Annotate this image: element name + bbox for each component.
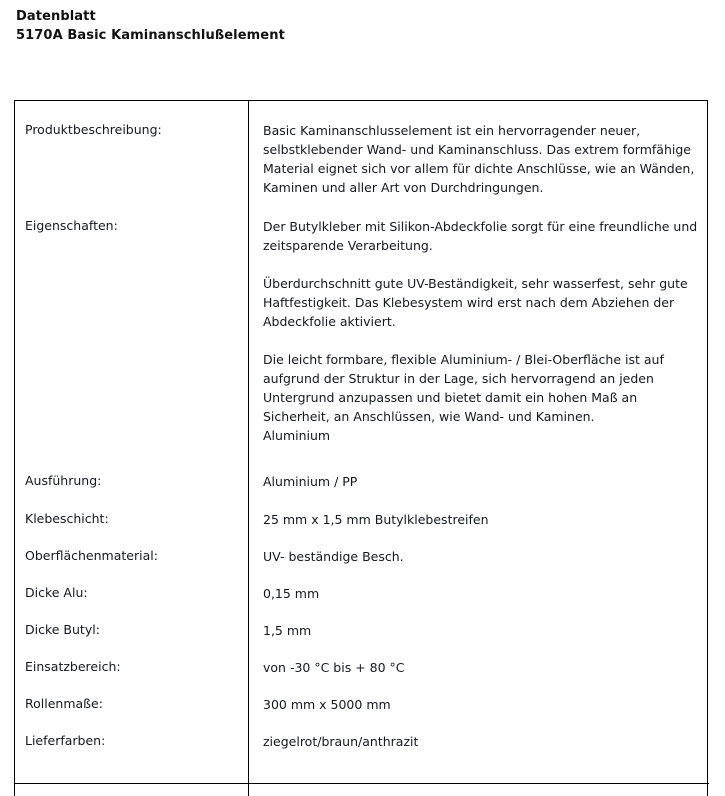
row-value-dicke-alu: 0,15 mm [263,586,320,601]
product-title: 5170A Basic Kaminanschlußelement [16,28,285,43]
row-value-oberflaechenmaterial: UV- beständige Besch. [263,549,404,564]
document-type-title: Datenblatt [16,9,96,24]
row-label-rollenmasse: Rollenmaße: [25,696,103,711]
table-label-column [15,101,248,783]
document-header [16,7,706,45]
row-label-lieferfarben: Lieferfarben: [25,733,106,748]
specification-table [14,100,708,784]
row-value-ausfuehrung: Aluminium / PP [263,474,358,489]
row-label-klebeschicht: Klebeschicht: [25,511,109,526]
row-value-klebeschicht: 25 mm x 1,5 mm Butylklebestreifen [263,512,489,527]
table-continuation-row [14,783,708,796]
row-label-eigenschaften: Eigenschaften: [25,218,118,233]
row-value-rollenmasse: 300 mm x 5000 mm [263,697,391,712]
table-continuation-column-divider [248,783,249,796]
row-label-dicke-butyl: Dicke Butyl: [25,622,100,637]
produktbeschreibung-paragraph-1: Basic Kaminanschlusselement ist ein hervorragender neuer, selbstklebender Wand- und Kaminanschluss. Das extrem formfähige Material eignet sich vor allem für dichte Anschlüsse, wie an Wänden, Kaminen und aller Art von Durchdringungen. [263,123,695,195]
row-label-oberflaechenmaterial: Oberflächenmaterial: [25,548,158,563]
row-value-lieferfarben: ziegelrot/braun/anthrazit [263,734,419,749]
eigenschaften-paragraph-1: Der Butylkleber mit Silikon-Abdeckfolie sorgt für eine freundliche und zeitsparende Verarbeitung. [263,219,698,253]
eigenschaften-paragraph-2: Überdurchschnitt gute UV-Beständigkeit, sehr wasserfest, sehr gute Haftfestigkeit. Das Klebesystem wird erst nach dem Abziehen der Abdeckfolie aktiviert. [263,276,688,329]
row-value-produktbeschreibung [263,121,705,197]
eigenschaften-paragraph-4: Aluminium [263,428,331,443]
eigenschaften-paragraph-3: Die leicht formbare, flexible Aluminium- / Blei-Oberfläche ist auf aufgrund der Struktur in der Lage, sich hervorragend an jeden Untergrund anzupassen und bietet damit ein hohen Maß an Sicherheit, an Anschlüssen, wie Wand- und Kaminen. [263,352,664,424]
row-label-dicke-alu: Dicke Alu: [25,585,88,600]
row-value-eigenschaften [263,217,705,445]
row-label-ausfuehrung: Ausführung: [25,473,102,488]
row-label-produktbeschreibung: Produktbeschreibung: [25,122,162,137]
row-label-einsatzbereich: Einsatzbereich: [25,659,121,674]
row-value-dicke-butyl: 1,5 mm [263,623,312,638]
row-value-einsatzbereich: von -30 °C bis + 80 °C [263,660,405,675]
table-value-column [249,101,709,783]
